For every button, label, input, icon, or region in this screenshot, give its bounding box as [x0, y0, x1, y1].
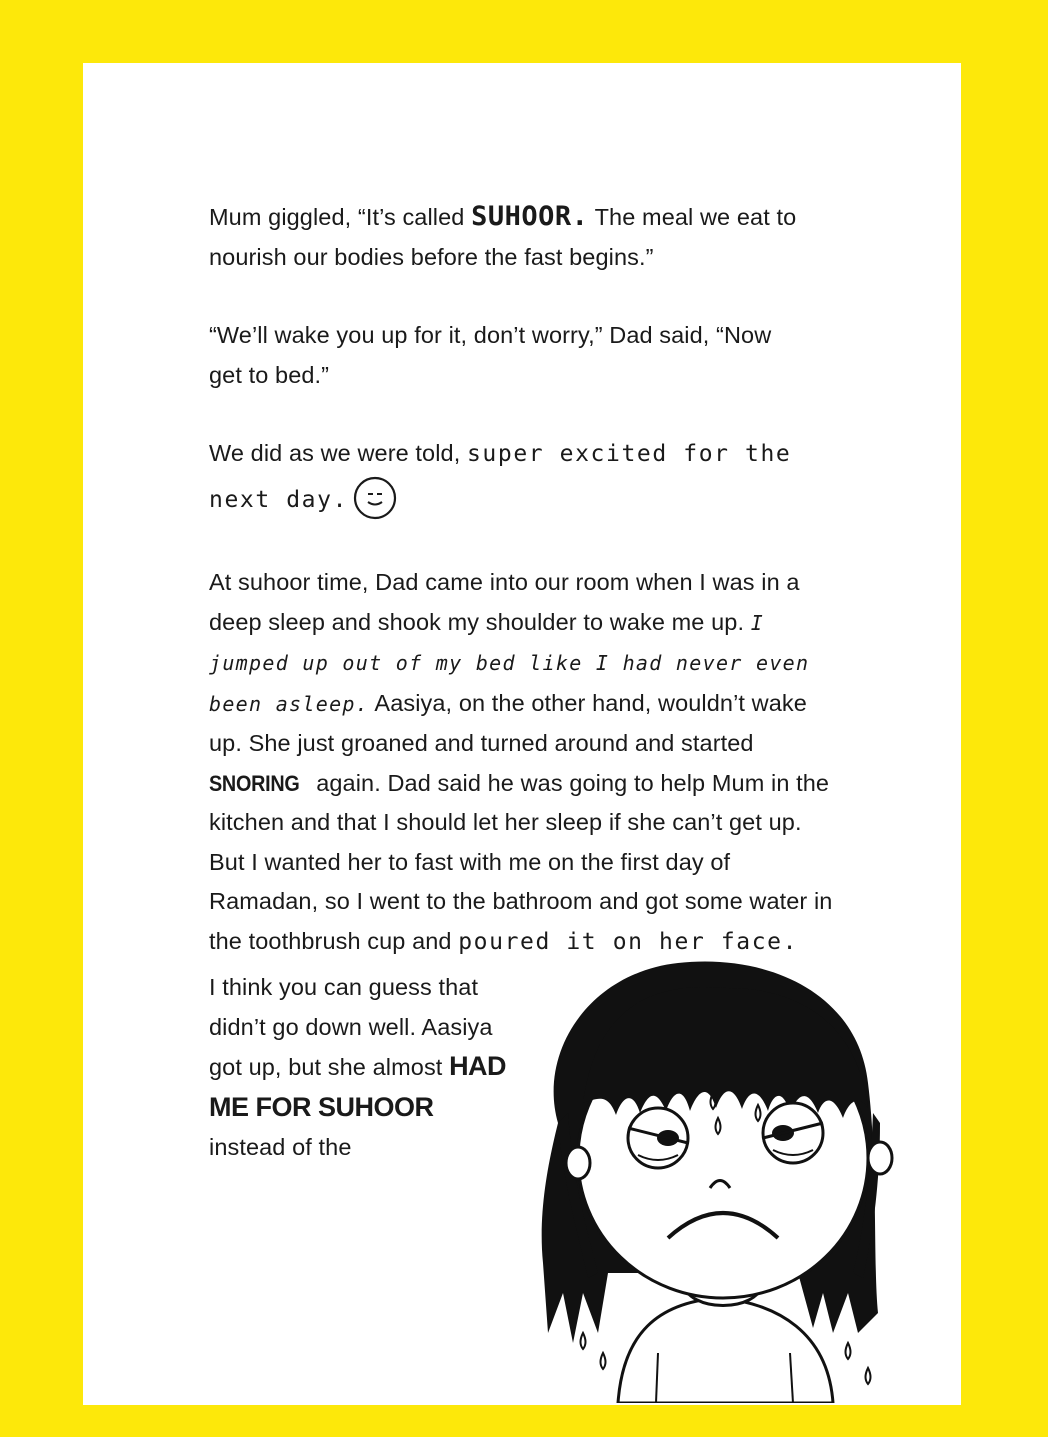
text-span: Aasiya, on the other hand, wouldn’t wake up. She just groaned and turned around and started [209, 689, 807, 756]
paragraph-2: “We’ll wake you up for it, don’t worry,” Dad said, “Now get to bed.” [209, 322, 772, 388]
paragraph-1 [209, 197, 809, 277]
book-page [83, 63, 961, 1405]
text-span: I think you can guess that didn’t go down well. Aasiya got up, but she almost [209, 974, 493, 1080]
text-span: again. Dad said he was going to help Mum in the kitchen and that I should let her sleep if she can’t get up. But I wanted her to fast with me on the first day of Ramadan, so I went to the bathroom and got some water in the toothbrush cup and [209, 769, 833, 954]
handwritten-text: poured it on her face. [458, 928, 799, 955]
text-span: At suhoor time, Dad came into our room when I was in a deep sleep and shook my shoulder to wake me up. [209, 569, 800, 635]
text-span: We did as we were told, [209, 440, 467, 466]
text-span: Mum giggled, “It’s called [209, 204, 472, 230]
paragraph-4 [209, 563, 849, 962]
snoring-emphasis: SNORING [209, 770, 300, 796]
handwritten-text: super excited for the next day. [209, 441, 792, 513]
text-span: instead of the [209, 1134, 352, 1160]
handwritten-text: I jumped up out of my bed like I had never even been asleep. [209, 610, 810, 716]
paragraph-3 [209, 434, 839, 533]
smiley-face-icon [352, 475, 398, 534]
sad-girl-illustration [528, 933, 908, 1403]
text-span: The meal we eat to nourish our bodies before the fast begins.” [209, 204, 797, 270]
suhoor-emphasis: SUHOOR. [471, 201, 589, 232]
had-me-for-suhoor-emphasis: HAD ME FOR SUHOOR [209, 1051, 507, 1122]
paragraph-5 [209, 968, 509, 1168]
